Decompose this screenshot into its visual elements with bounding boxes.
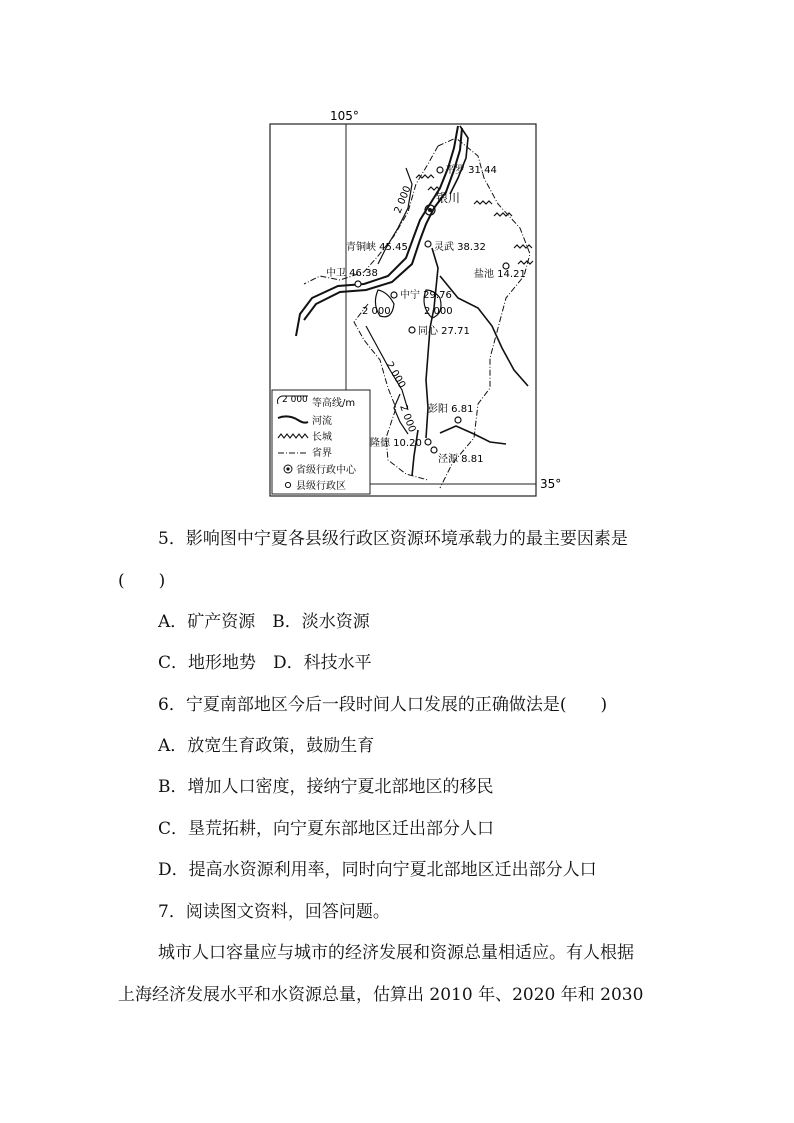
map-legend [272,390,370,494]
q7-stem: 7．阅读图文资料，回答问题。 [158,902,390,922]
city-label-zhongning: 中宁 29.76 [400,290,452,301]
q6-option-b: B．增加人口密度，接纳宁夏北部地区的移民 [158,777,494,797]
q6-option-d: D．提高水资源利用率，同时向宁夏北部地区迁出部分人口 [158,860,597,880]
ningxia-map [268,108,568,500]
contour-label: 2 000 [424,306,453,317]
contour-label: 2 000 [362,306,391,317]
legend-county: 县级行政区 [296,481,346,492]
q6-stem: 6．宁夏南部地区今后一段时间人口发展的正确做法是( ) [158,695,608,715]
q6-option-a: A．放宽生育政策，鼓励生育 [158,736,375,756]
q5-bracket: ( ) [118,571,166,591]
legend-boundary: 省界 [312,448,332,459]
q5-options-ab: A．矿产资源 B．淡水资源 [158,612,370,632]
city-label-tongxin: 同心 27.71 [418,326,470,337]
contour-label: 2 000 [397,403,418,434]
latitude-label: 35° [540,477,562,491]
city-label-zhongwei: 中卫 46.38 [326,268,378,279]
q7-paragraph-line1: 城市人口容量应与城市的经济发展和资源总量相适应。有人根据 [158,943,634,963]
q7-paragraph-line2: 上海经济发展水平和水资源总量，估算出 2010 年、2020 年和 2030 [118,985,644,1005]
city-label-yanchi: 盐池 14.21 [474,269,526,280]
city-label-yinchuan: 银川 [436,191,461,205]
city-label-qingtongxia: 青铜峡 45.45 [346,242,408,253]
legend-provincial-center: 省级行政中心 [296,465,356,476]
q5-stem: 5．影响图中宁夏各县级行政区资源环境承载力的最主要因素是 [158,529,628,549]
longitude-label: 105° [330,109,359,123]
city-label-jingyuan: 泾源 8.81 [438,454,484,465]
legend-contour: 等高线/m [312,398,356,409]
city-label-lingwu: 灵武 38.32 [434,242,486,253]
q5-options-cd: C．地形地势 D．科技水平 [158,653,372,673]
legend-great-wall: 长城 [312,432,332,443]
legend-river: 河流 [312,416,332,427]
legend-contour-sample: 2 000 [282,395,308,405]
q6-option-c: C．垦荒拓耕，向宁夏东部地区迁出部分人口 [158,819,495,839]
city-label-longde: 隆德 10.20 [370,438,422,449]
contour-label: 2 000 [392,184,414,216]
contour-label: 2 000 [383,360,408,391]
city-label-pengyang: 彭阳 6.81 [428,404,474,415]
city-label-pingluo: 平罗 31.44 [445,165,497,176]
